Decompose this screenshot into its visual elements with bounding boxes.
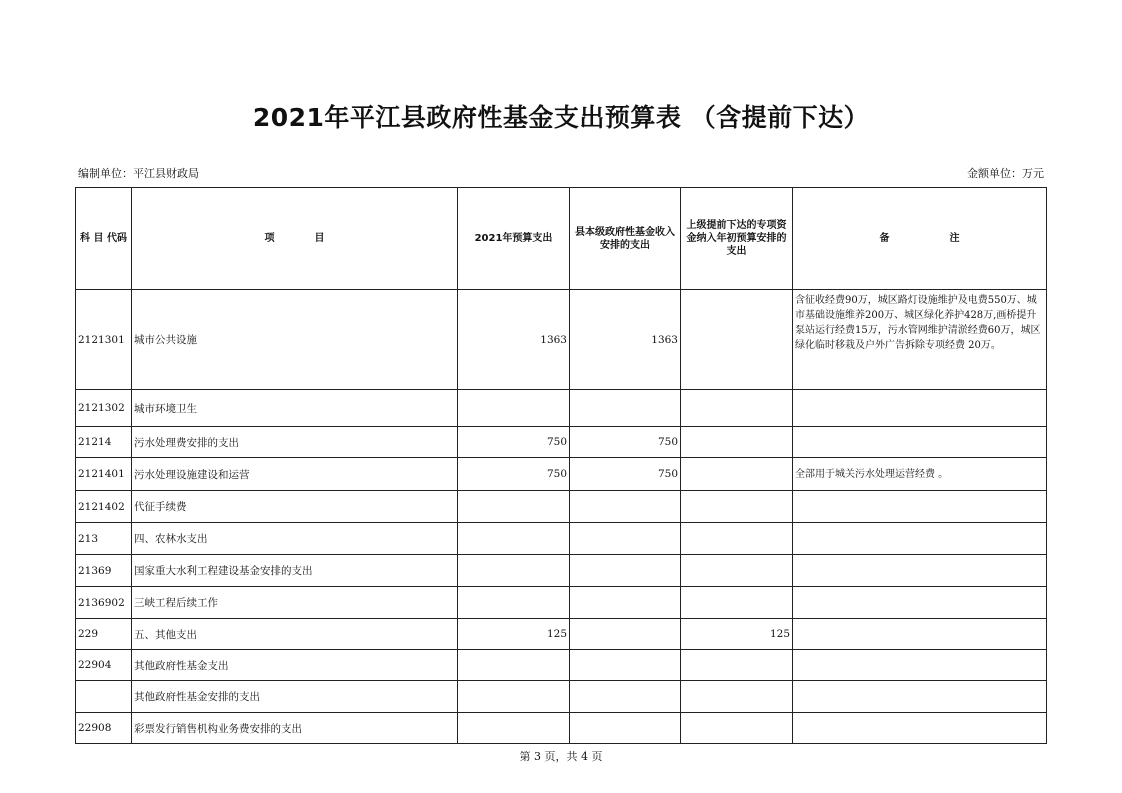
cell-budget (458, 713, 570, 744)
table-row (76, 650, 1047, 681)
cell-budget (458, 681, 570, 713)
cell-code: 21214 (76, 427, 132, 458)
cell-code: 21369 (76, 555, 132, 587)
table-row (76, 491, 1047, 523)
cell-budget (458, 555, 570, 587)
cell-county (570, 555, 681, 587)
cell-code: 22908 (76, 713, 132, 744)
table-row (76, 713, 1047, 744)
table-row (76, 458, 1047, 491)
cell-item: 三峡工程后续工作 (132, 587, 458, 619)
cell-county: 750 (570, 458, 681, 491)
header-budget: 2021年预算支出 (458, 188, 570, 290)
cell-remark (793, 523, 1047, 555)
cell-county (570, 491, 681, 523)
cell-superior: 125 (681, 619, 793, 650)
cell-superior (681, 491, 793, 523)
cell-budget (458, 523, 570, 555)
cell-county (570, 619, 681, 650)
cell-superior (681, 555, 793, 587)
cell-code (76, 681, 132, 713)
cell-budget (458, 587, 570, 619)
cell-superior (681, 458, 793, 491)
cell-item: 五、其他支出 (132, 619, 458, 650)
cell-county (570, 650, 681, 681)
cell-superior (681, 713, 793, 744)
cell-county (570, 523, 681, 555)
cell-remark (793, 427, 1047, 458)
cell-budget: 750 (458, 427, 570, 458)
cell-superior (681, 587, 793, 619)
page-number: 第 3 页，共 4 页 (519, 750, 603, 763)
cell-remark: 全部用于城关污水处理运营经费 。 (793, 458, 1047, 491)
cell-superior (681, 390, 793, 427)
cell-item: 代征手续费 (132, 491, 458, 523)
cell-remark (793, 555, 1047, 587)
table-row (76, 587, 1047, 619)
cell-code: 2136902 (76, 587, 132, 619)
table-row (76, 555, 1047, 587)
cell-item: 污水处理费安排的支出 (132, 427, 458, 458)
header-county: 县本级政府性基金收入安排的支出 (570, 188, 681, 290)
cell-superior (681, 427, 793, 458)
cell-county (570, 713, 681, 744)
cell-remark (793, 681, 1047, 713)
compiling-unit: 编制单位：平江县财政局 (78, 167, 199, 180)
table-row (76, 619, 1047, 650)
cell-code: 2121402 (76, 491, 132, 523)
budget-table (75, 187, 1047, 744)
cell-remark (793, 390, 1047, 427)
cell-county: 750 (570, 427, 681, 458)
cell-code: 2121301 (76, 290, 132, 390)
amount-unit: 金额单位：万元 (967, 167, 1044, 180)
cell-budget (458, 390, 570, 427)
cell-county (570, 587, 681, 619)
cell-county (570, 390, 681, 427)
cell-item: 其他政府性基金支出 (132, 650, 458, 681)
header-superior: 上级提前下达的专项资金纳入年初预算安排的支出 (681, 188, 793, 290)
cell-code: 22904 (76, 650, 132, 681)
cell-item: 城市公共设施 (132, 290, 458, 390)
page-title: 2021年平江县政府性基金支出预算表 （含提前下达） (252, 103, 870, 132)
cell-remark (793, 650, 1047, 681)
table-row (76, 290, 1047, 390)
cell-remark (793, 587, 1047, 619)
cell-remark (793, 713, 1047, 744)
table-row (76, 427, 1047, 458)
cell-item: 彩票发行销售机构业务费安排的支出 (132, 713, 458, 744)
cell-budget: 125 (458, 619, 570, 650)
cell-county: 1363 (570, 290, 681, 390)
cell-superior (681, 650, 793, 681)
cell-superior (681, 290, 793, 390)
table-row (76, 523, 1047, 555)
cell-code: 2121302 (76, 390, 132, 427)
cell-superior (681, 523, 793, 555)
cell-item: 城市环境卫生 (132, 390, 458, 427)
cell-code: 213 (76, 523, 132, 555)
cell-code: 229 (76, 619, 132, 650)
cell-remark (793, 619, 1047, 650)
header-remark: 备 注 (793, 188, 1047, 290)
cell-budget: 1363 (458, 290, 570, 390)
cell-remark (793, 491, 1047, 523)
table-row (76, 681, 1047, 713)
cell-item: 污水处理设施建设和运营 (132, 458, 458, 491)
header-item: 项 目 (132, 188, 458, 290)
cell-code: 2121401 (76, 458, 132, 491)
header-code: 科 目 代码 (76, 188, 132, 290)
cell-remark: 含征收经费90万，城区路灯设施维护及电费550万、城市基础设施维养200万、城区绿化养护428万,画桥提升泵站运行经费15万，污水管网维护清淤经费60万，城区绿化临时移栽及户外广告拆除专项经费 20万。 (793, 290, 1047, 390)
table-row (76, 390, 1047, 427)
cell-budget: 750 (458, 458, 570, 491)
cell-item: 其他政府性基金安排的支出 (132, 681, 458, 713)
table-header-row (76, 188, 1047, 290)
cell-budget (458, 650, 570, 681)
cell-budget (458, 491, 570, 523)
cell-county (570, 681, 681, 713)
cell-item: 国家重大水利工程建设基金安排的支出 (132, 555, 458, 587)
cell-superior (681, 681, 793, 713)
cell-item: 四、农林水支出 (132, 523, 458, 555)
